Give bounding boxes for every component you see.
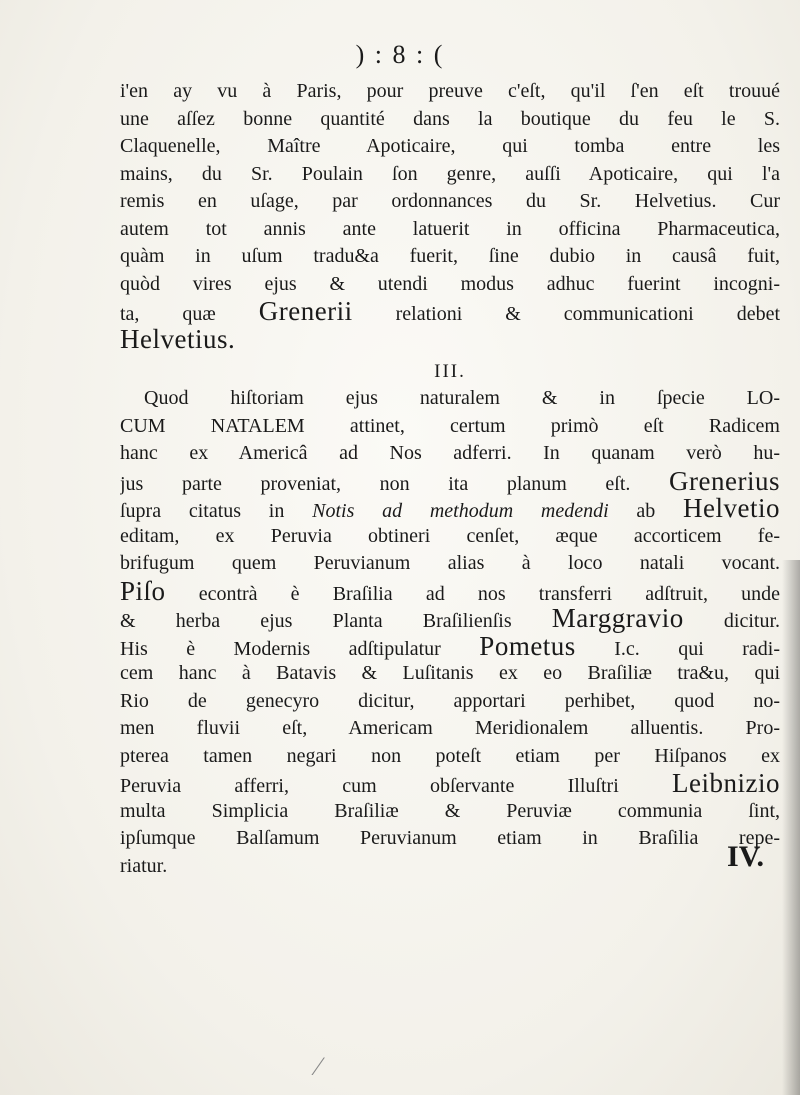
text-segment: I.c. qui radi- bbox=[614, 637, 780, 660]
text-segment: jus parte proveniat, non ita planum eſt. bbox=[120, 472, 631, 495]
text-segment: ab bbox=[636, 500, 656, 522]
author-name-piso: Piſo bbox=[120, 577, 166, 605]
text-line: riatur. bbox=[120, 854, 168, 877]
text-line: editam, ex Peruvia obtineri cenſet, æque accorticem fe- bbox=[120, 524, 780, 547]
text-segment: ſupra citatus in bbox=[120, 500, 285, 522]
text-segment: econtrà è Braſilia ad nos transferri adſtruit, unde bbox=[198, 582, 780, 605]
text-segment: His è Modernis adſtipulatur bbox=[120, 637, 441, 660]
text-line: quàm in uſum tradu&a fuerit, ſine dubio in causâ fuit, bbox=[120, 245, 780, 267]
catchword: IV. bbox=[727, 840, 764, 873]
text-segment: ta, quæ bbox=[120, 303, 216, 325]
text-line: brifugum quem Peruvianum alias à loco natali vocant. bbox=[120, 552, 780, 574]
author-name-grenerii: Grenerii bbox=[258, 298, 353, 326]
text-line bbox=[120, 468, 780, 496]
text-line: pterea tamen negari non poteſt etiam per Hiſpanos ex bbox=[120, 744, 780, 767]
text-line bbox=[120, 578, 780, 606]
text-line: cem hanc à Batavis & Luſitanis ex eo Braſiliæ tra&u, qui bbox=[120, 662, 780, 684]
text-segment: & herba ejus Planta Braſilienſis bbox=[120, 610, 512, 632]
text-line: Rio de genecyro dicitur, apportari perhibet, quod no- bbox=[120, 689, 780, 712]
page-number: ) : 8 : ( bbox=[355, 40, 445, 69]
author-name-grenerius: Grenerius bbox=[669, 467, 780, 495]
text-line: CUM NATALEM attinet, certum primò eſt Radicem bbox=[120, 414, 780, 437]
text-line: Quod hiſtoriam ejus naturalem & in ſpecie LO- bbox=[144, 387, 780, 409]
text-line: i'en ay vu à Paris, pour preuve c'eſt, qu'il ſ'en eſt trouué bbox=[120, 80, 780, 102]
text-segment: Peruvia afferri, cum obſervante Illuſtri bbox=[120, 775, 619, 797]
author-name-marggravio: Marggravio bbox=[551, 605, 684, 633]
author-name-leibnizio: Leibnizio bbox=[672, 770, 780, 798]
page-gutter-shadow bbox=[782, 560, 800, 1095]
text-line: remis en uſage, par ordonnances du Sr. Helvetius. Cur bbox=[120, 190, 780, 212]
text-line: hanc ex Americâ ad Nos adferri. In quanam verò hu- bbox=[120, 442, 780, 464]
text-line bbox=[120, 495, 780, 523]
text-line bbox=[120, 326, 780, 358]
text-line: multa Simplicia Braſiliæ & Peruviæ communia ſint, bbox=[120, 799, 780, 822]
text-line bbox=[120, 605, 780, 633]
text-line bbox=[120, 770, 780, 798]
work-title: Notis ad methodum medendi bbox=[312, 500, 609, 522]
text-line: Claquenelle, Maître Apoticaire, qui tomba entre les bbox=[120, 135, 780, 157]
text-line: ipſumque Balſamum Peruvianum etiam in Braſilia repe- bbox=[120, 827, 780, 849]
text-line: men fluvii eſt, Americam Meridionalem alluentis. Pro- bbox=[120, 717, 780, 739]
author-name-helvetio: Helvetio bbox=[683, 495, 780, 523]
text-line bbox=[120, 298, 780, 326]
text-line: mains, du Sr. Poulain ſon genre, auſſi Apoticaire, qui l'a bbox=[120, 162, 780, 185]
section-heading: III. bbox=[434, 360, 466, 382]
author-name-helvetius: Helvetius. bbox=[120, 325, 236, 354]
bottom-ink-mark: ⁄ bbox=[316, 1052, 321, 1081]
text-line: une aſſez bonne quantité dans la boutique du feu le S. bbox=[120, 107, 780, 130]
text-line bbox=[120, 633, 780, 661]
text-segment: relationi & communicationi debet bbox=[395, 303, 780, 325]
body-text bbox=[120, 78, 780, 880]
author-name-pometus: Pometus bbox=[479, 632, 576, 660]
text-segment: dicitur. bbox=[723, 610, 780, 632]
text-line: quòd vires ejus & utendi modus adhuc fuerint incogni- bbox=[120, 272, 780, 295]
text-line: autem tot annis ante latuerit in officina Pharmaceutica, bbox=[120, 217, 780, 240]
